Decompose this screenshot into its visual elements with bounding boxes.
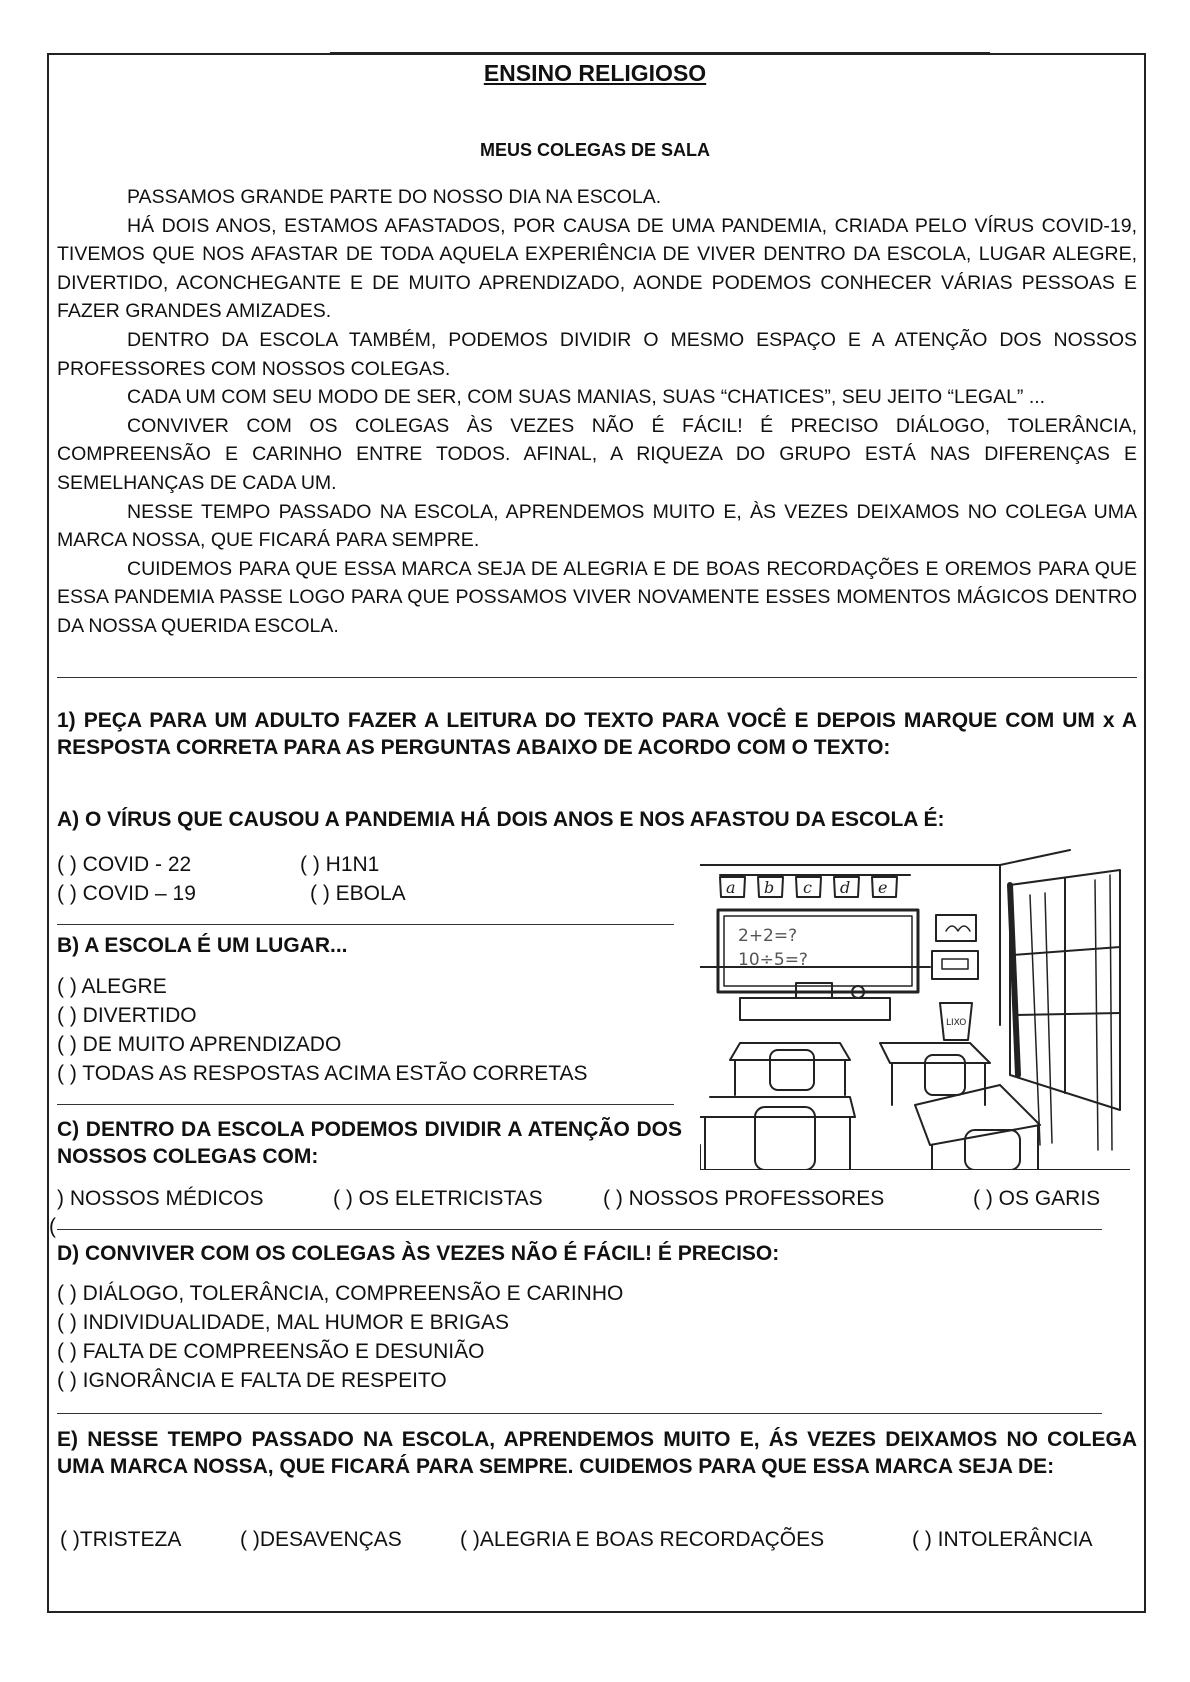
option-b4[interactable]: ( ) TODAS AS RESPOSTAS ACIMA ESTÃO CORRETAS	[57, 1062, 588, 1085]
alphabet-banner	[720, 877, 897, 897]
paragraph: CADA UM COM SEU MODO DE SER, COM SUAS MANIAS, SUAS “CHATICES”, SEU JEITO “LEGAL” ...	[127, 386, 1046, 409]
paragraph: CUIDEMOS PARA QUE ESSA MARCA SEJA DE ALEGRIA E DE BOAS RECORDAÇÕES E OREMOS PARA QUE ESSA PANDEMIA PASSE LOGO PARA QUE POSSAMOS VIVER NOVAMENTE ESSES MOMENTOS MÁGICOS DENTRO DA NOSSA QUERIDA ESCOLA.	[57, 557, 1137, 637]
option-b1[interactable]: ( ) ALEGRE	[57, 975, 167, 998]
option-d3[interactable]: ( ) FALTA DE COMPREENSÃO E DESUNIÃO	[57, 1340, 485, 1363]
option-b2[interactable]: ( ) DIVERTIDO	[57, 1004, 197, 1027]
picture-drawing	[946, 926, 970, 931]
text-title: MEUS COLEGAS DE SALA	[479, 140, 711, 160]
banner-letter: d	[840, 878, 851, 897]
question-a: A) O VÍRUS QUE CAUSOU A PANDEMIA HÁ DOIS ANOS E NOS AFASTOU DA ESCOLA É:	[57, 808, 945, 831]
option-e4[interactable]: ( ) INTOLERÂNCIA	[912, 1528, 1093, 1551]
paragraph: PASSAMOS GRANDE PARTE DO NOSSO DIA NA ESCOLA.	[127, 186, 662, 208]
bin-label: LIXO	[946, 1018, 967, 1028]
option-a3[interactable]: ( ) COVID – 19	[57, 882, 196, 905]
student-desk	[730, 1043, 850, 1060]
option-d4[interactable]: ( ) IGNORÂNCIA E FALTA DE RESPEITO	[57, 1369, 447, 1392]
option-a4[interactable]: ( ) EBOLA	[310, 882, 406, 905]
question-e: E) NESSE TEMPO PASSADO NA ESCOLA, APRENDEMOS MUITO E, ÁS VEZES DEIXAMOS NO COLEGA UMA MARCA NOSSA, QUE FICARÁ PARA SEMPRE. CUIDEMOS PARA QUE ESSA MARCA SEJA DE:	[57, 1428, 1137, 1478]
board-line: 10÷5=?	[738, 950, 808, 970]
question-c: C) DENTRO DA ESCOLA PODEMOS DIVIDIR A ATENÇÃO DOS NOSSOS COLEGAS COM:	[57, 1118, 682, 1168]
divider	[57, 924, 674, 925]
option-a2[interactable]: ( ) H1N1	[300, 853, 380, 876]
student-desk	[880, 1043, 990, 1063]
option-b3[interactable]: ( ) DE MUITO APRENDIZADO	[57, 1033, 342, 1056]
classroom-illustration	[700, 845, 1130, 1170]
instruction: 1) PEÇA PARA UM ADULTO FAZER A LEITURA DO TEXTO PARA VOCÊ E DEPOIS MARQUE COM UM x A RESPOSTA CORRETA PARA AS PERGUNTAS ABAIXO DE ACORDO COM O TEXTO:	[57, 709, 1137, 759]
banner-letter: c	[803, 878, 812, 897]
car-drawing	[942, 959, 968, 969]
option-c1[interactable]: ) NOSSOS MÉDICOS	[57, 1187, 264, 1210]
floor-line	[700, 1145, 1130, 1170]
question-b: B) A ESCOLA É UM LUGAR...	[57, 934, 348, 957]
option-a1[interactable]: ( ) COVID - 22	[57, 853, 192, 876]
paragraph: NESSE TEMPO PASSADO NA ESCOLA, APRENDEMOS MUITO E, ÀS VEZES DEIXAMOS NO COLEGA UMA MARCA NOSSA, QUE FICARÁ PARA SEMPRE.	[57, 500, 1137, 552]
option-c3[interactable]: ( ) NOSSOS PROFESSORES	[603, 1187, 885, 1210]
divider	[57, 1413, 1102, 1414]
question-d: D) CONVIVER COM OS COLEGAS ÀS VEZES NÃO É FÁCIL! É PRECISO:	[57, 1242, 780, 1265]
board-line: 2+2=?	[738, 926, 798, 946]
banner-letter: b	[764, 878, 775, 897]
option-d1[interactable]: ( ) DIÁLOGO, TOLERÂNCIA, COMPREENSÃO E CARINHO	[57, 1282, 624, 1305]
option-e3[interactable]: ( )ALEGRIA E BOAS RECORDAÇÕES	[460, 1528, 825, 1551]
teacher-desk	[740, 998, 890, 1020]
option-d2[interactable]: ( ) INDIVIDUALIDADE, MAL HUMOR E BRIGAS	[57, 1311, 509, 1334]
banner-letter: a	[726, 878, 736, 897]
ceiling-line	[700, 850, 1070, 865]
divider	[57, 677, 1137, 678]
option-c2[interactable]: ( ) OS ELETRICISTAS	[333, 1187, 543, 1210]
banner-letter: e	[878, 878, 888, 897]
wall-picture	[932, 951, 978, 979]
window-divider	[1014, 1013, 1120, 1015]
student-chair	[965, 1130, 1020, 1170]
option-e1[interactable]: ( )TRISTEZA	[60, 1528, 182, 1551]
desk-leg	[932, 1125, 1038, 1170]
option-e2[interactable]: ( )DESAVENÇAS	[240, 1528, 402, 1551]
paragraph: CONVIVER COM OS COLEGAS ÀS VEZES NÃO É FÁCIL! É PRECISO DIÁLOGO, TOLERÂNCIA, COMPREENSÃO E CARINHO ENTRE TODOS. AFINAL, A RIQUEZA DO GRUPO ESTÁ NAS DIFERENÇAS E SEMELHANÇAS DE CADA UM.	[57, 414, 1137, 494]
student-chair	[925, 1055, 965, 1095]
paragraph: HÁ DOIS ANOS, ESTAMOS AFASTADOS, POR CAUSA DE UMA PANDEMIA, CRIADA PELO VÍRUS COVID-19, TIVEMOS QUE NOS AFASTAR DE TODA AQUELA EXPERIÊNCIA DE VIVER DENTRO DA ESCOLA, LUGAR ALEGRE, DIVERTIDO, ACONCHEGANTE E DE MUITO APRENDIZADO, AONDE PODEMOS CONHECER VÁRIAS PESSOAS E FAZER GRANDES AMIZADES.	[57, 214, 1137, 323]
student-chair	[770, 1050, 814, 1090]
stray-parenthesis: (	[49, 1215, 56, 1238]
option-c4[interactable]: ( ) OS GARIS	[973, 1187, 1101, 1210]
window-frame	[1010, 885, 1018, 1075]
page-title: ENSINO RELIGIOSO	[483, 60, 707, 86]
divider	[57, 1229, 1102, 1230]
reading-text	[57, 183, 1137, 641]
paragraph: DENTRO DA ESCOLA TAMBÉM, PODEMOS DIVIDIR O MESMO ESPAÇO E A ATENÇÃO DOS NOSSOS PROFESSORES COM NOSSOS COLEGAS.	[57, 328, 1137, 380]
divider	[57, 1104, 674, 1105]
desk-leg	[705, 1117, 850, 1170]
